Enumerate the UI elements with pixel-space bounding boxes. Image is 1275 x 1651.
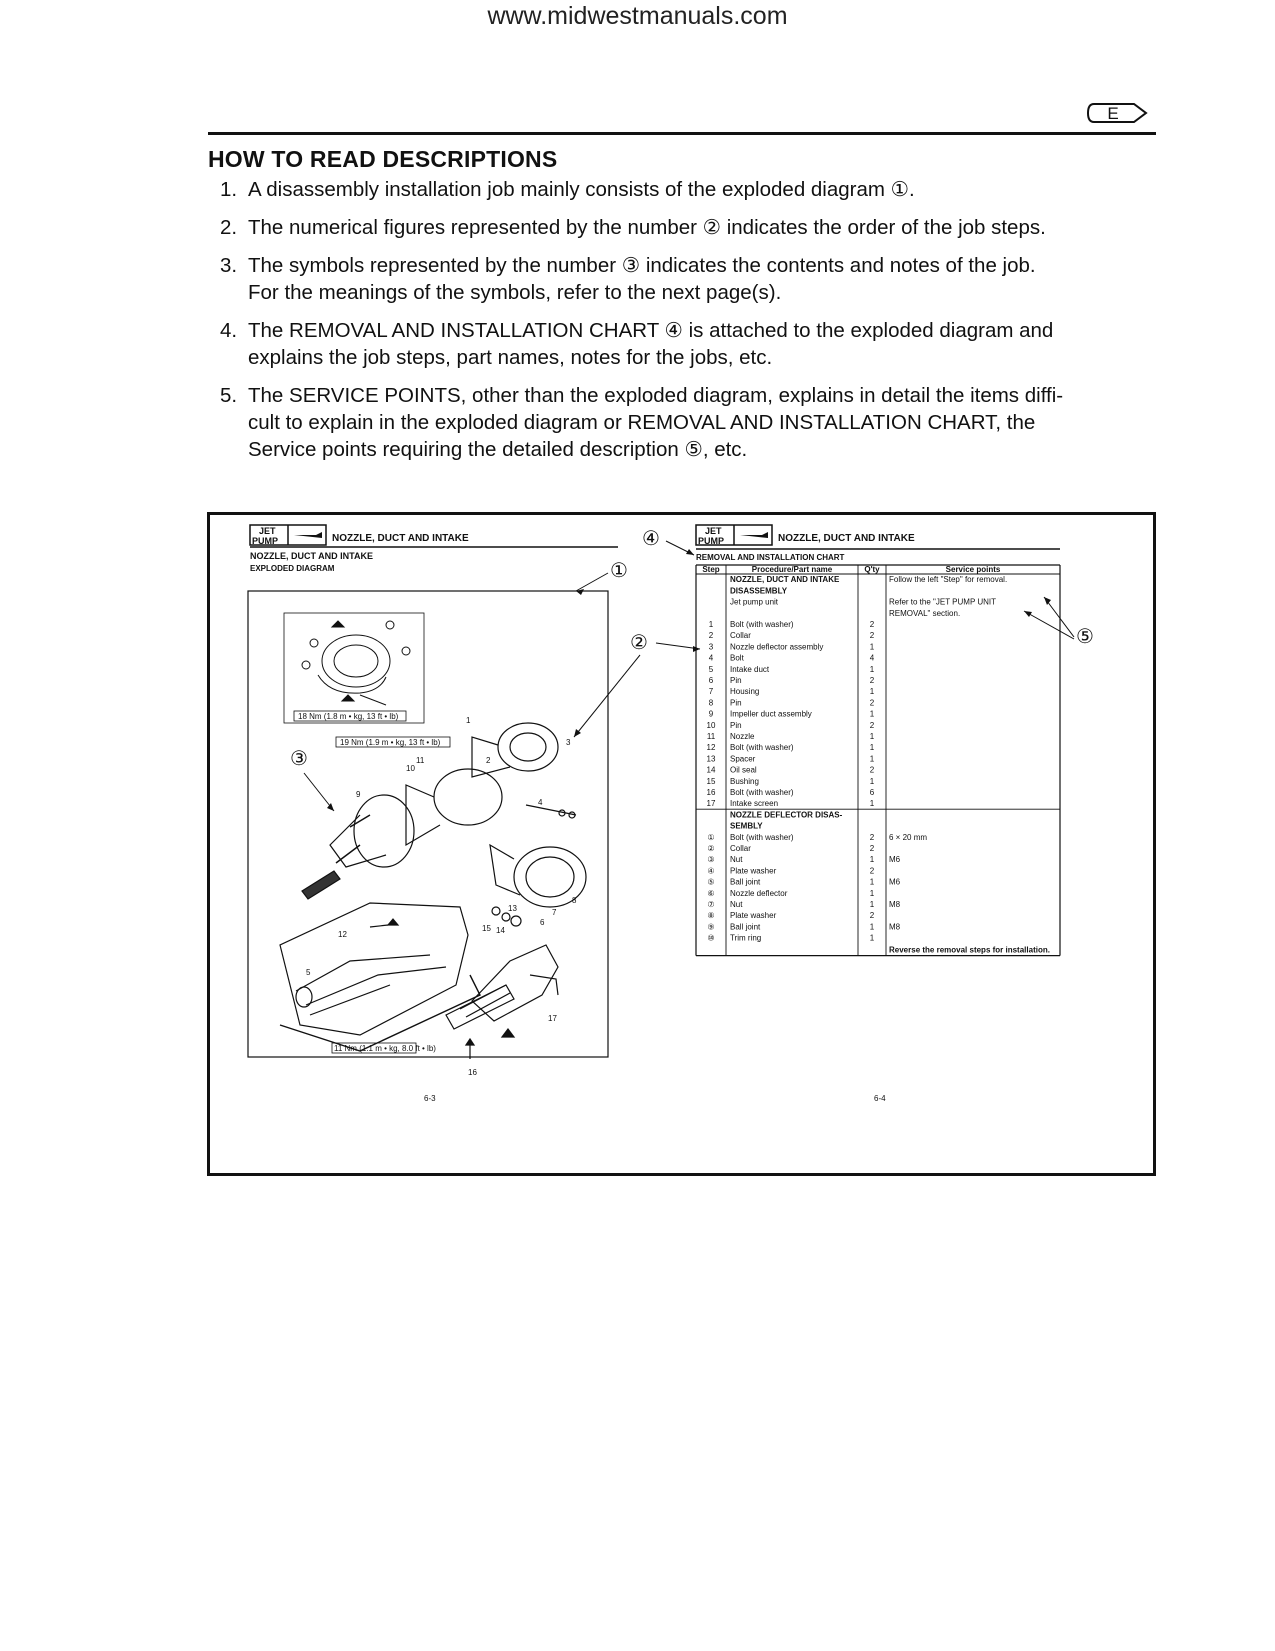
chart-part-name: Ball joint (730, 922, 761, 932)
sample-spread (210, 515, 1153, 1173)
part-number-label: 4 (538, 798, 543, 807)
chart-part-name: DISASSEMBLY (730, 586, 788, 596)
chart-part-name: Jet pump unit (730, 597, 779, 607)
torque-spec-2: 19 Nm (1.9 m • kg, 13 ft • lb) (340, 738, 441, 747)
callout-2-label: ② (630, 632, 648, 654)
part-number-label: 13 (508, 904, 517, 913)
chart-qty: 2 (869, 698, 875, 708)
part-number-label: 10 (406, 764, 415, 773)
site-url: www.midwestmanuals.com (487, 2, 788, 30)
exploded-parts (280, 723, 586, 1059)
callout-5-label: ⑤ (1076, 626, 1094, 648)
instruction-list (220, 176, 1160, 474)
page-heading: HOW TO READ DESCRIPTIONS (208, 146, 558, 172)
callout-1 (576, 560, 628, 595)
instruction-line: The SERVICE POINTS, other than the exploded diagram, explains in detail the items diffi- (248, 384, 1064, 407)
chart-step: ④ (707, 866, 715, 876)
instruction-line: The REMOVAL AND INSTALLATION CHART ④ is attached to the exploded diagram and (248, 319, 1054, 342)
chart-header: Procedure/Part name (751, 565, 833, 574)
chart-part-name: NOZZLE, DUCT AND INTAKE (730, 575, 840, 585)
chart-qty: 2 (869, 620, 875, 629)
chart-part-name: Bolt (with washer) (730, 788, 794, 797)
chart-qty: 1 (869, 754, 875, 764)
chart-part-name: Bolt (with washer) (730, 743, 794, 753)
page-number-right: 6-4 (874, 1094, 886, 1103)
instruction-item (220, 317, 1160, 371)
chart-qty: 1 (869, 709, 875, 719)
callout-3-label: ③ (290, 748, 308, 770)
part-number-label: 1 (466, 716, 471, 725)
right-tag-bottom: PUMP (698, 536, 725, 546)
part-number-label: 3 (566, 738, 571, 747)
chart-step: ⑧ (707, 911, 715, 921)
chart-step: ② (707, 844, 715, 853)
nozzle-deflector-inset (302, 621, 410, 705)
chart-header: Service points (945, 565, 1001, 574)
right-section-title: NOZZLE, DUCT AND INTAKE (778, 533, 915, 544)
instruction-line: A disassembly installation job mainly consists of the exploded diagram ①. (248, 178, 915, 201)
chart-step: 5 (708, 664, 714, 674)
left-tag-top: JET (259, 526, 276, 536)
chart-part-name: Collar (730, 844, 751, 853)
instruction-number: 5. (220, 384, 238, 407)
instruction-line: cult to explain in the exploded diagram or REMOVAL AND INSTALLATION CHART, the (248, 411, 1036, 434)
torque-spec-3: 11 Nm (1.1 m • kg, 8.0 ft • lb) (334, 1044, 436, 1053)
chart-part-name: Bolt (with washer) (730, 620, 794, 629)
chart-qty: 2 (869, 676, 875, 685)
left-section-tag (250, 525, 326, 546)
chart-qty: 1 (869, 855, 875, 865)
chart-part-name: Nut (730, 900, 743, 909)
part-number-label: 8 (572, 896, 577, 905)
instruction-line: For the meanings of the symbols, refer to the next page(s). (248, 281, 782, 304)
torque-spec-1: 18 Nm (1.8 m • kg, 13 ft • lb) (298, 712, 399, 721)
chart-part-name: Nozzle deflector (730, 888, 788, 898)
callout-4-label: ④ (642, 528, 660, 550)
chart-header: Q'ty (864, 565, 880, 574)
left-tag-bottom: PUMP (252, 536, 279, 546)
chart-service-point: M8 (889, 922, 901, 932)
chart-qty: 2 (869, 844, 875, 853)
chart-step: ⑨ (707, 922, 715, 932)
chart-service-point: M6 (889, 855, 901, 865)
chart-part-name: Plate washer (730, 911, 777, 921)
removal-installation-chart (696, 565, 1060, 956)
language-badge-icon (1086, 100, 1148, 126)
instruction-line: explains the job steps, part names, notes for the jobs, etc. (248, 346, 773, 369)
instruction-number: 3. (220, 254, 238, 277)
chart-service-point: Refer to the "JET PUMP UNIT (889, 597, 997, 607)
chart-step: 13 (706, 754, 716, 764)
chart-step: 9 (708, 709, 714, 719)
instruction-item (220, 382, 1160, 463)
chart-part-name: Trim ring (730, 933, 762, 943)
part-number-label: 17 (548, 1014, 557, 1023)
callout-2 (574, 632, 700, 737)
chart-step: 4 (708, 653, 714, 663)
chart-qty: 1 (869, 888, 875, 898)
right-section-tag (696, 525, 772, 546)
instruction-number: 1. (220, 178, 238, 201)
part-number-label: 15 (482, 924, 491, 933)
chart-step: ⑥ (707, 888, 715, 898)
sample-page-illustration (207, 512, 1156, 1176)
chart-qty: 1 (869, 743, 875, 753)
chart-qty: 1 (869, 799, 875, 809)
chart-qty: 1 (869, 776, 875, 786)
right-tag-top: JET (705, 526, 722, 536)
left-tag-nozzle-icon (294, 532, 322, 538)
language-badge-label: E (1107, 104, 1119, 123)
part-number-label: 14 (496, 926, 505, 935)
chart-service-point: M6 (889, 877, 901, 887)
chart-qty: 4 (869, 653, 875, 663)
chart-step: 8 (708, 698, 714, 708)
chart-qty: 1 (869, 900, 875, 909)
chart-qty: 1 (869, 642, 875, 652)
chart-qty: 2 (869, 832, 875, 842)
chart-footer-note: Reverse the removal steps for installation. (889, 945, 1050, 955)
chart-qty: 1 (869, 877, 875, 887)
chart-part-name: Pin (730, 676, 742, 685)
part-number-label: 7 (552, 908, 557, 917)
chart-part-name: Nut (730, 855, 743, 865)
instruction-line: Service points requiring the detailed description ⑤, etc. (248, 438, 748, 461)
callout-5 (1024, 597, 1094, 648)
left-caption: EXPLODED DIAGRAM (250, 564, 335, 573)
chart-qty: 2 (869, 631, 875, 641)
chart-part-name: NOZZLE DEFLECTOR DISAS- (730, 810, 843, 820)
chart-step: ⑤ (707, 877, 715, 887)
chart-step: 17 (706, 799, 716, 809)
right-caption: REMOVAL AND INSTALLATION CHART (696, 553, 845, 562)
page-number-left: 6-3 (424, 1094, 436, 1103)
chart-step: 16 (706, 788, 716, 797)
chart-part-name: Pin (730, 720, 742, 730)
part-number-label: 2 (486, 756, 491, 765)
chart-qty: 2 (869, 720, 875, 730)
instruction-number: 4. (220, 319, 238, 342)
chart-part-name: Impeller duct assembly (730, 709, 812, 719)
instruction-item (220, 214, 1160, 241)
chart-qty: 2 (869, 911, 875, 921)
chart-service-point: Follow the left "Step" for removal. (889, 575, 1008, 585)
left-subtitle: NOZZLE, DUCT AND INTAKE (250, 551, 373, 561)
chart-step: ⑩ (707, 933, 715, 943)
chart-qty: 1 (869, 664, 875, 674)
chart-service-point: M8 (889, 900, 901, 909)
part-number-label: 12 (338, 930, 347, 939)
chart-part-name: Bolt (with washer) (730, 832, 794, 842)
chart-step: 14 (706, 765, 716, 775)
chart-part-name: SEMBLY (730, 821, 763, 831)
instruction-number: 2. (220, 216, 238, 239)
chart-part-name: Spacer (730, 754, 756, 764)
left-section-title: NOZZLE, DUCT AND INTAKE (332, 533, 469, 544)
callout-4 (642, 528, 694, 555)
chart-step: 1 (708, 620, 714, 629)
instruction-line: The numerical figures represented by the number ② indicates the order of the job steps. (248, 216, 1046, 239)
chart-step: 2 (708, 631, 714, 641)
chart-header: Step (702, 565, 720, 574)
chart-service-point: 6 × 20 mm (889, 832, 928, 842)
chart-part-name: Oil seal (730, 765, 757, 775)
part-number-label: 11 (416, 756, 425, 765)
chart-qty: 2 (869, 866, 875, 876)
chart-step: ③ (707, 855, 715, 865)
part-number-label: 9 (356, 790, 361, 799)
part-number-label: 6 (540, 918, 545, 927)
chart-step: 10 (706, 720, 716, 730)
callout-3 (290, 748, 334, 811)
part-number-label: 16 (468, 1068, 477, 1077)
chart-step: 11 (706, 732, 716, 741)
instruction-item (220, 176, 1160, 203)
chart-qty: 6 (869, 788, 875, 797)
chart-part-name: Pin (730, 698, 742, 708)
chart-step: 3 (708, 642, 714, 652)
chart-part-name: Housing (730, 687, 760, 697)
header-rule (208, 132, 1156, 135)
right-tag-nozzle-icon (740, 532, 768, 538)
chart-qty: 2 (869, 765, 875, 775)
chart-qty: 1 (869, 687, 875, 697)
chart-step: 6 (708, 676, 714, 685)
chart-part-name: Intake duct (730, 664, 770, 674)
chart-qty: 1 (869, 732, 875, 741)
chart-step: 12 (706, 743, 716, 753)
instruction-item (220, 252, 1160, 306)
instruction-line: The symbols represented by the number ③ indicates the contents and notes of the job. (248, 254, 1036, 277)
chart-part-name: Bolt (730, 653, 744, 663)
part-number-label: 5 (306, 968, 311, 977)
chart-part-name: Collar (730, 631, 751, 641)
chart-part-name: Nozzle deflector assembly (730, 642, 824, 652)
chart-part-name: Bushing (730, 776, 759, 786)
chart-qty: 1 (869, 933, 875, 943)
chart-step: 15 (706, 776, 716, 786)
callout-1-label: ① (610, 560, 628, 582)
chart-service-point: REMOVAL" section. (889, 608, 961, 618)
chart-part-name: Intake screen (730, 799, 779, 809)
chart-part-name: Ball joint (730, 877, 761, 887)
chart-step: ⑦ (707, 900, 715, 909)
chart-part-name: Plate washer (730, 866, 777, 876)
chart-step: ① (707, 832, 715, 842)
chart-step: 7 (708, 687, 714, 697)
chart-part-name: Nozzle (730, 732, 755, 741)
chart-qty: 1 (869, 922, 875, 932)
